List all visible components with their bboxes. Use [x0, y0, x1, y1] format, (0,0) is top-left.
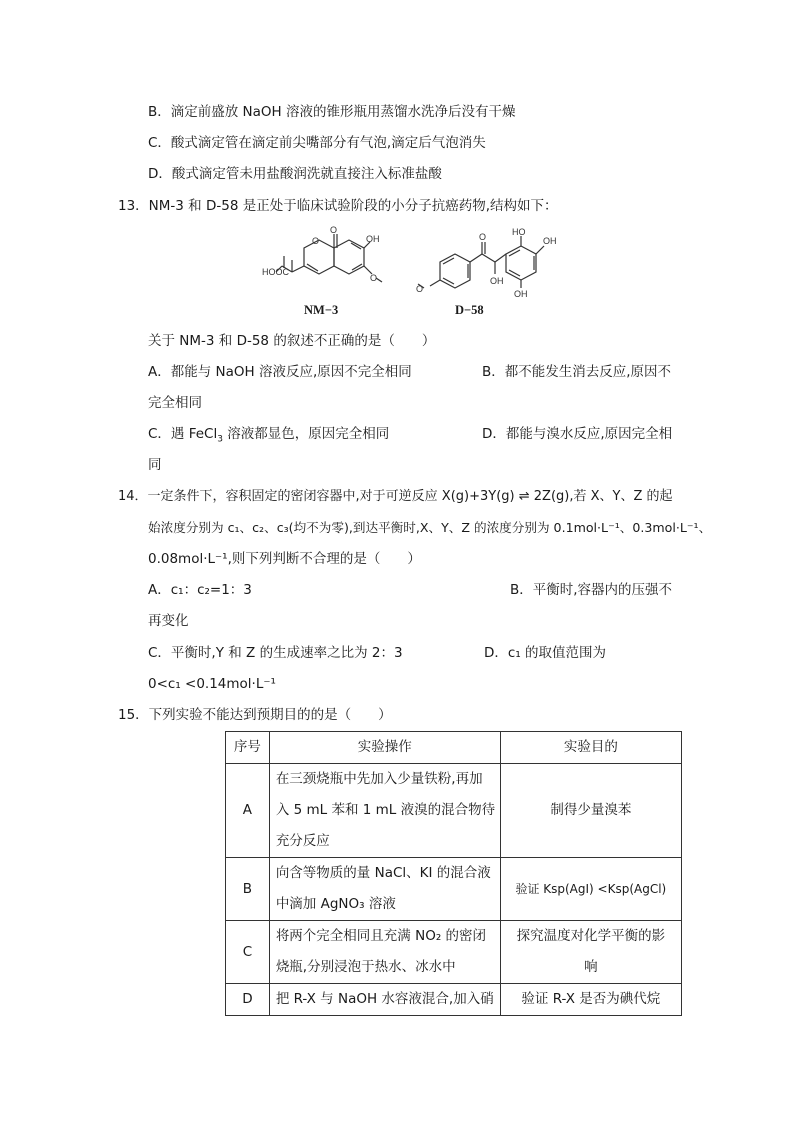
row-id: A — [226, 764, 270, 858]
q13-stem: 13．NM-3 和 D-58 是正处于临床试验阶段的小分子抗癌药物,结构如下： — [118, 198, 558, 214]
row-operation: 将两个完全相同且充满 NO₂ 的密闭 烧瓶,分别浸泡于热水、冰水中 — [269, 921, 500, 984]
row-id: B — [226, 858, 270, 921]
svg-text:HO: HO — [512, 227, 526, 237]
q14-option-b-cont: 再变化 — [148, 613, 189, 629]
row-id: D — [226, 984, 270, 1016]
row-goal: 探究温度对化学平衡的影 响 — [500, 921, 681, 984]
q13-option-b-cont: 完全相同 — [148, 395, 202, 411]
table-row — [226, 764, 682, 858]
q14-option-d-cont: 0<c₁ <0.14mol·L⁻¹ — [148, 676, 276, 692]
q13-option-c: C．遇 FeCl$_3$ 溶液都显色，原因完全相同 — [148, 426, 390, 445]
svg-text:O: O — [312, 236, 320, 246]
q13-option-a: A．都能与 NaOH 溶液反应,原因不完全相同 — [148, 364, 412, 380]
d58-label: D−58 — [455, 303, 484, 317]
q13-question: 关于 NM-3 和 D-58 的叙述不正确的是（ ） — [148, 333, 436, 349]
nm3-structure-image — [262, 226, 387, 302]
svg-text:HOOC: HOOC — [262, 267, 289, 277]
q14-option-d: D．c₁ 的取值范围为 — [484, 645, 607, 661]
q14-stem-line1: 14．一定条件下，容积固定的密闭容器中,对于可逆反应 X(g)+3Y(g) ⇌ 2Z(g),若 X、Y、Z 的起 — [118, 489, 673, 504]
q14-stem-line2: 始浓度分别为 c₁、c₂、c₃(均不为零),到达平衡时,X、Y、Z 的浓度分别为 0.1mol·L⁻¹、0.3mol·L⁻¹、 — [148, 520, 712, 535]
row-goal: 制得少量溴苯 — [500, 764, 681, 858]
svg-text:OH: OH — [366, 234, 380, 244]
svg-text:OH: OH — [514, 289, 528, 299]
q12-option-d: D．酸式滴定管未用盐酸润洗就直接注入标准盐酸 — [148, 166, 442, 182]
table-row — [226, 984, 682, 1016]
nm3-label: NM−3 — [304, 303, 339, 317]
row-operation: 在三颈烧瓶中先加入少量铁粉,再加 入 5 mL 苯和 1 mL 液溴的混合物待 充分反应 — [269, 764, 500, 858]
table-row — [226, 921, 682, 984]
svg-text:O: O — [330, 226, 338, 235]
table-header-cell: 实验目的 — [500, 732, 681, 764]
table-header-cell: 序号 — [226, 732, 270, 764]
q12-option-b: B．滴定前盛放 NaOH 溶液的锥形瓶用蒸馏水洗净后没有干燥 — [148, 104, 516, 120]
q13-option-b: B．都不能发生消去反应,原因不 — [482, 364, 672, 380]
q12-option-c: C．酸式滴定管在滴定前尖嘴部分有气泡,滴定后气泡消失 — [148, 135, 486, 151]
d58-structure-image — [410, 226, 562, 302]
q14-option-a: A．c₁：c₂=1：3 — [148, 582, 252, 598]
svg-text:OH: OH — [543, 236, 557, 246]
q13-option-d: D．都能与溴水反应,原因完全相 — [482, 426, 673, 442]
row-id: C — [226, 921, 270, 984]
q15-experiment-table — [225, 731, 682, 1016]
row-operation: 把 R-X 与 NaOH 水容液混合,加入硝 — [269, 984, 500, 1016]
q14-option-b: B．平衡时,容器内的压强不 — [510, 582, 673, 598]
row-goal: 验证 Ksp(AgI) <Ksp(AgCl) — [500, 858, 681, 921]
table-row — [226, 858, 682, 921]
row-goal: 验证 R-X 是否为碘代烷 — [500, 984, 681, 1016]
q13-option-d-cont: 同 — [148, 457, 162, 473]
table-header-row — [226, 732, 682, 764]
table-header-cell: 实验操作 — [269, 732, 500, 764]
q14-option-c: C．平衡时,Y 和 Z 的生成速率之比为 2：3 — [148, 645, 403, 661]
q14-stem-line3: 0.08mol·L⁻¹,则下列判断不合理的是（ ） — [148, 551, 421, 567]
q15-stem: 15．下列实验不能达到预期目的的是（ ） — [118, 707, 392, 723]
svg-text:O: O — [479, 232, 487, 242]
svg-text:OH: OH — [490, 276, 504, 286]
svg-text:O: O — [370, 273, 378, 283]
row-operation: 向含等物质的量 NaCl、KI 的混合液 中滴加 AgNO₃ 溶液 — [269, 858, 500, 921]
svg-text:O: O — [416, 284, 424, 294]
